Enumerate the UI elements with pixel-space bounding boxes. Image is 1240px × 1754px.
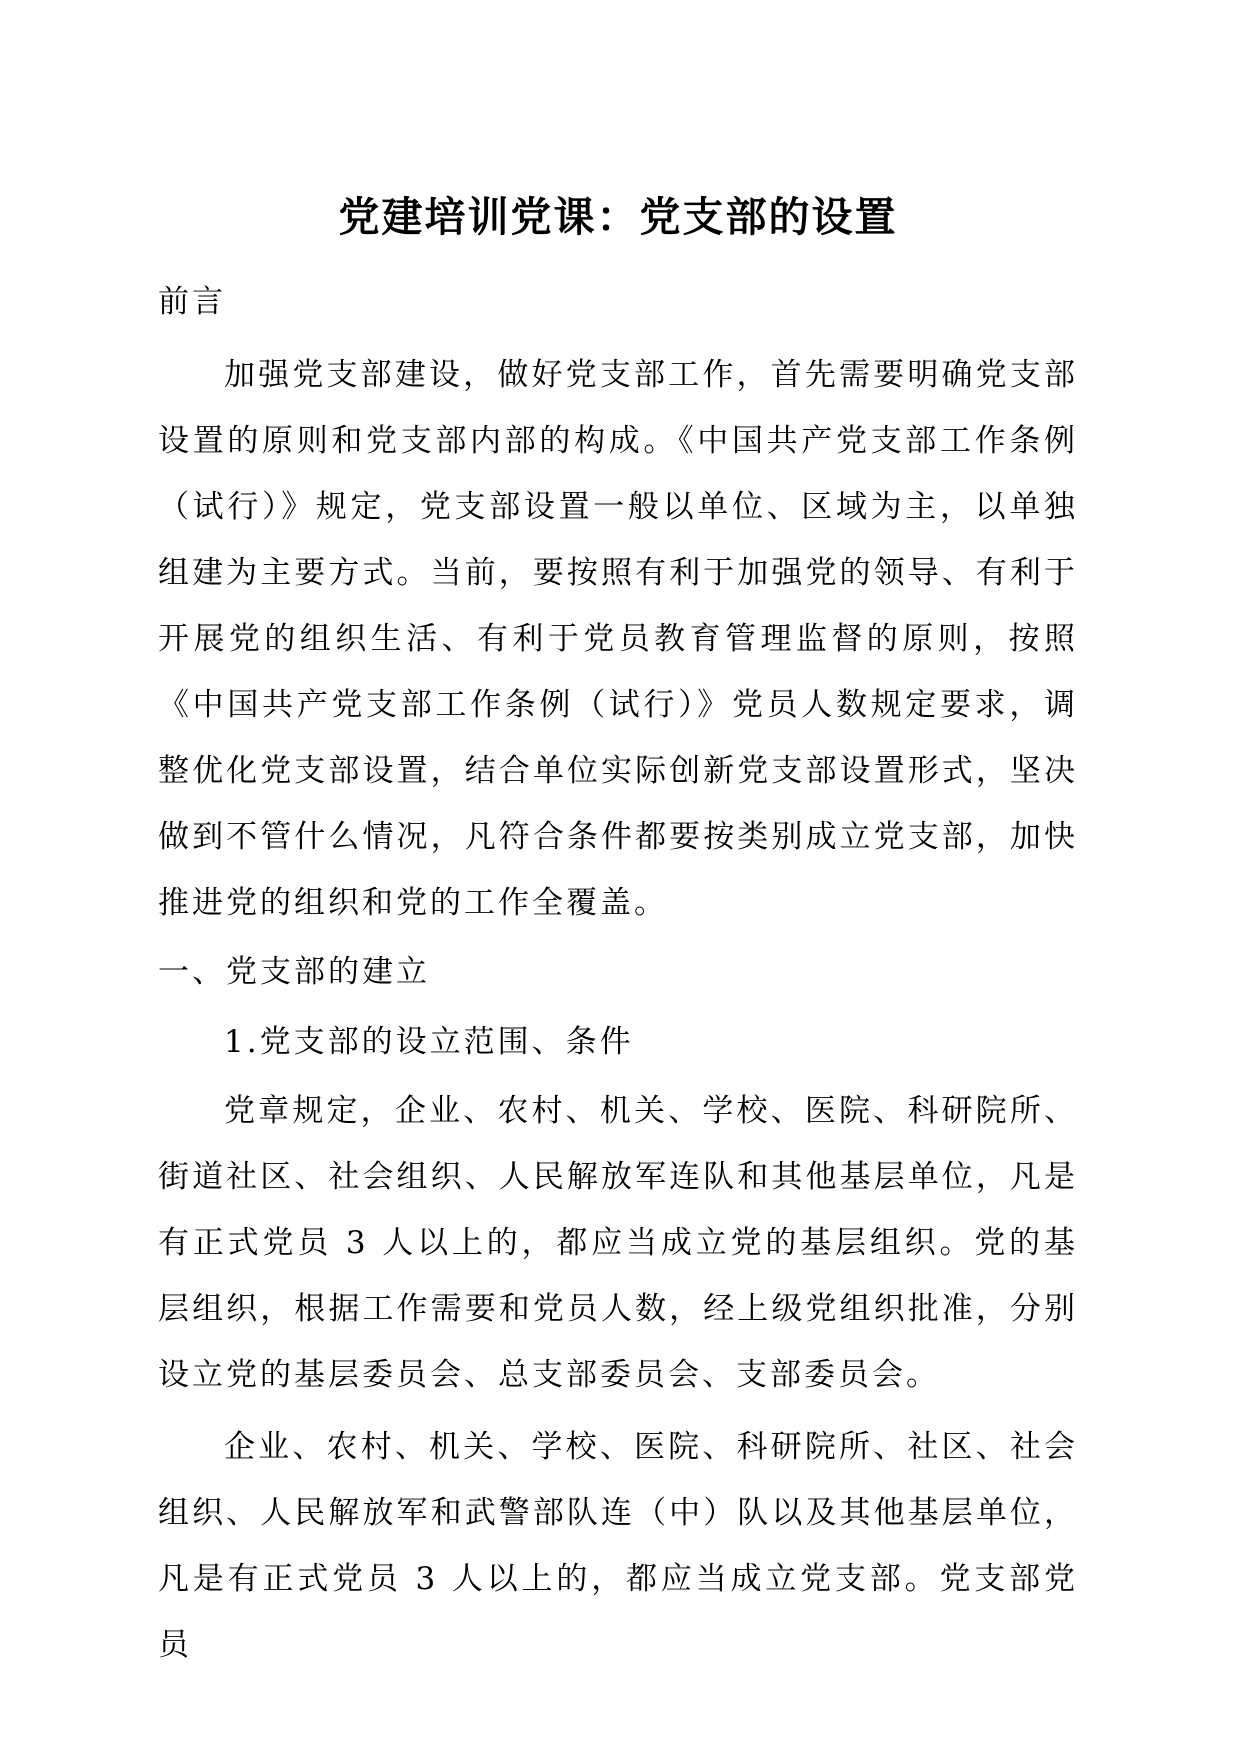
- section-heading-establishment: 一、党支部的建立: [158, 954, 430, 990]
- preface-label: 前言: [158, 284, 226, 320]
- document-body: [158, 188, 1078, 1684]
- party-constitution-paragraph: 党章规定，企业、农村、机关、学校、医院、科研院所、街道社区、社会组织、人民解放军连队和其他基层单位，凡是有正式党员 3 人以上的，都应当成立党的基层组织。党的基层组织，根据工作需要和党员人数，经上级党组织批准，分别设立党的基层委员会、总支部委员会、支部委员会。: [158, 1093, 1078, 1393]
- branch-establishment-paragraph: 企业、农村、机关、学校、医院、科研院所、社区、社会组织、人民解放军和武警部队连（中）队以及其他基层单位，凡是有正式党员 3 人以上的，都应当成立党支部。党支部党员: [158, 1429, 1078, 1663]
- document-title: 党建培训党课：党支部的设置: [338, 193, 898, 241]
- preface-paragraph: 加强党支部建设，做好党支部工作，首先需要明确党支部设置的原则和党支部内部的构成。《中国共产党支部工作条例（试行）》规定，党支部设置一般以单位、区域为主，以单独组建为主要方式。当前，要按照有利于加强党的领导、有利于开展党的组织生活、有利于党员教育管理监督的原则，按照《中国共产党支部工作条例（试行）》党员人数规定要求，调整优化党支部设置，结合单位实际创新党支部设置形式，坚决做到不管什么情况，凡符合条件都要按类别成立党支部，加快推进党的组织和党的工作全覆盖。: [158, 357, 1078, 921]
- subsection-heading-scope-conditions: 1.党支部的设立范围、条件: [224, 1024, 634, 1060]
